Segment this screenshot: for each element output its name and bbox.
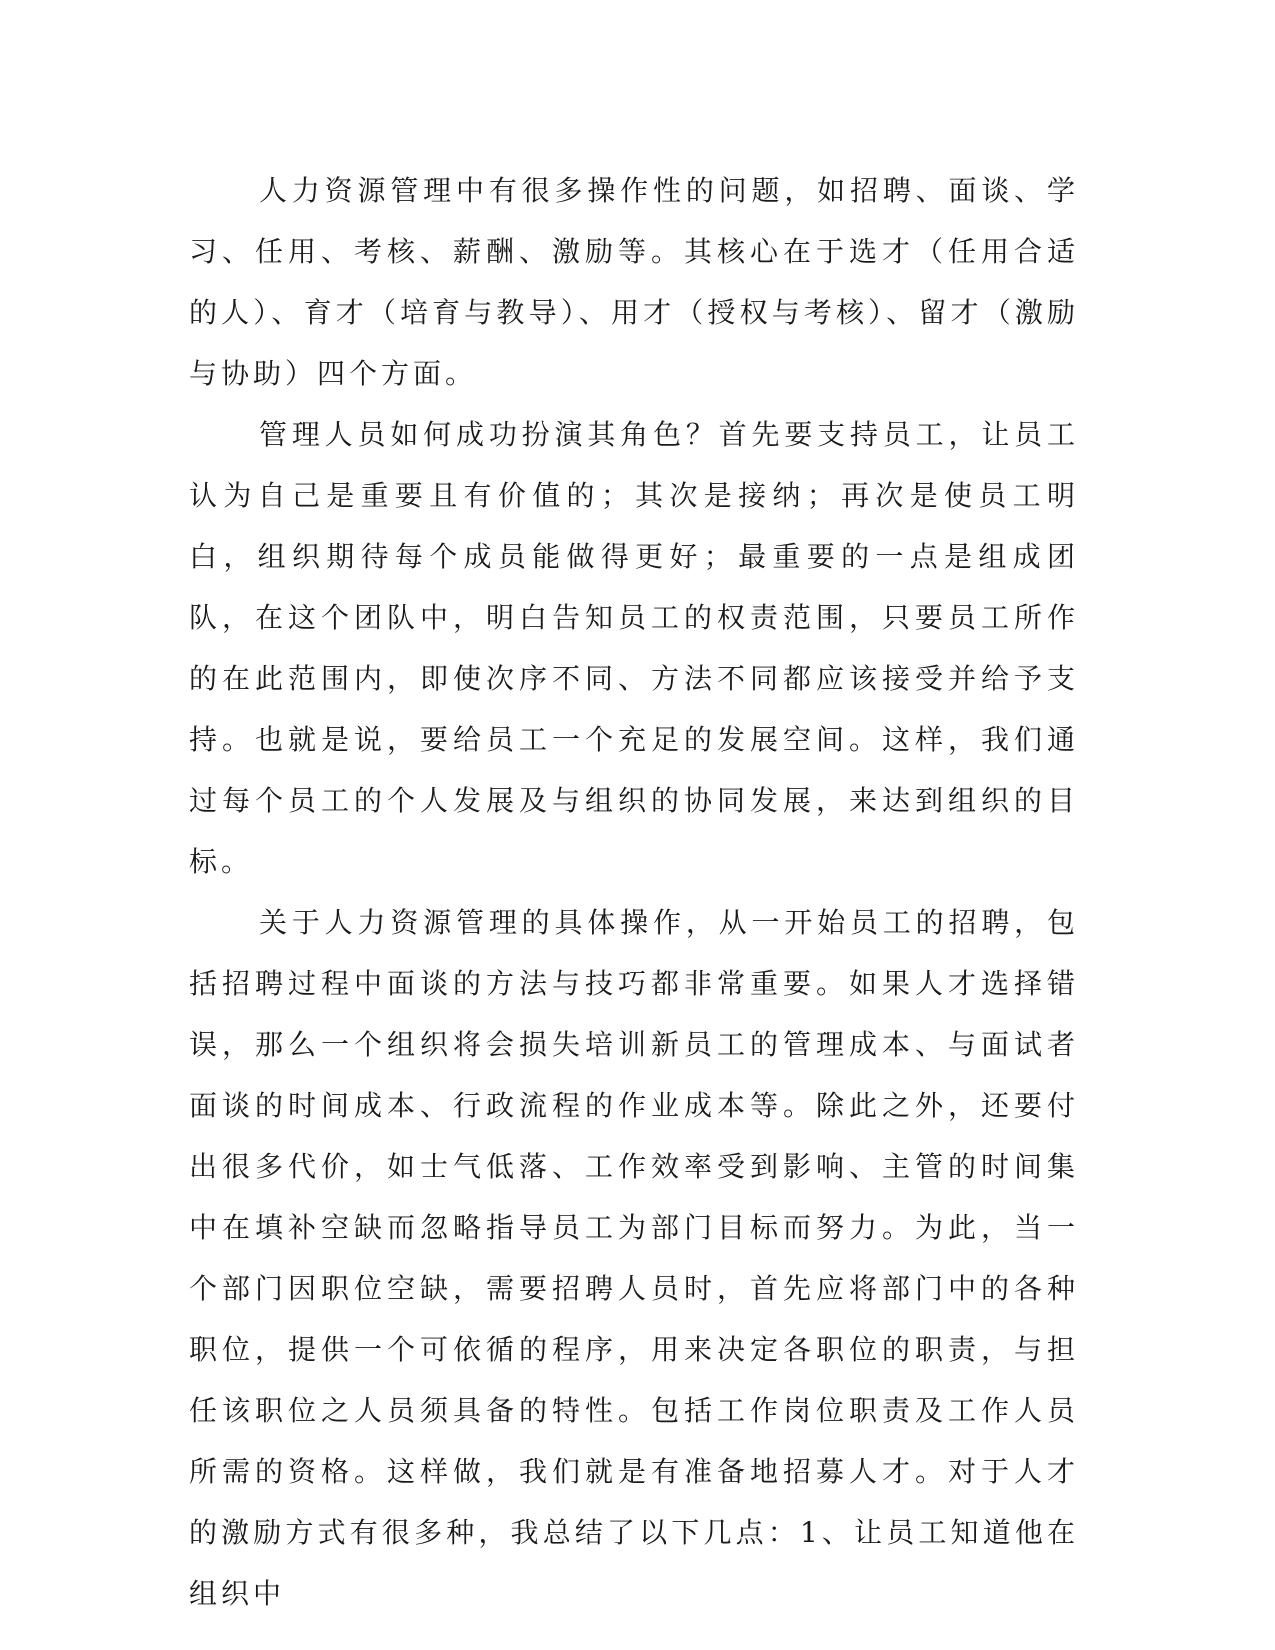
paragraph-hr-operations: 关于人力资源管理的具体操作，从一开始员工的招聘，包括招聘过程中面谈的方法与技巧都非常重要。如果人才选择错误，那么一个组织将会损失培训新员工的管理成本、与面试者面谈的时间成本、行政流程的作业成本等。除此之外，还要付出很多代价，如士气低落、工作效率受到影响、主管的时间集中在填补空缺而忽略指导员工为部门目标而努力。为此，当一个部门因职位空缺，需要招聘人员时，首先应将部门中的各种职位，提供一个可依循的程序，用来决定各职位的职责，与担任该职位之人员须具备的特性。包括工作岗位职责及工作人员所需的资格。这样做，我们就是有准备地招募人才。对于人才的激励方式有很多种，我总结了以下几点：1、让员工知道他在组织中 bbox=[189, 906, 1079, 1610]
paragraph-talent-core: 人力资源管理中有很多操作性的问题，如招聘、面谈、学习、任用、考核、薪酬、激励等。其核心在于选才（任用合适的人）、育才（培育与教导）、用才（授权与考核）、留才（激励与协助）四个方面。 bbox=[189, 174, 1079, 390]
paragraph-manager-role: 管理人员如何成功扮演其角色？首先要支持员工，让员工认为自己是重要且有价值的；其次是接纳；再次是使员工明白，组织期待每个成员能做得更好；最重要的一点是组成团队，在这个团队中，明白告知员工的权责范围，只要员工所作的在此范围内，即使次序不同、方法不同都应该接受并给予支持。也就是说，要给员工一个充足的发展空间。这样，我们通过每个员工的个人发展及与组织的协同发展，来达到组织的目标。 bbox=[189, 418, 1079, 878]
document-body bbox=[189, 160, 1079, 1624]
